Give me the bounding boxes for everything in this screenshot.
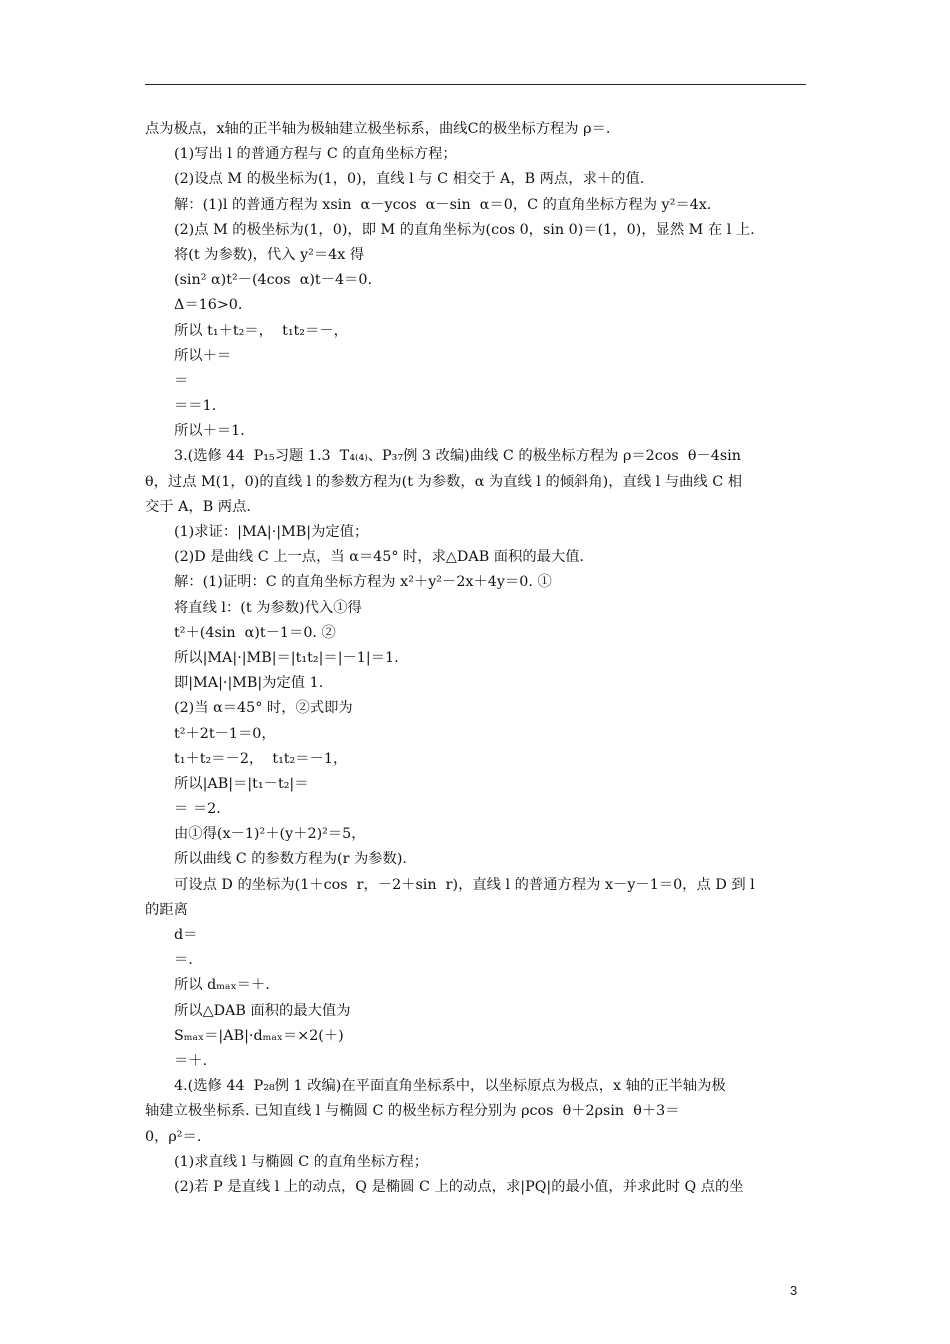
text-line: t₁＋t₂＝－2， t₁t₂＝－1， [174,750,348,767]
text-line: t²＋2t－1＝0， [174,725,276,742]
text-line: (2)设点 M 的极坐标为(1，0)，直线 l 与 C 相交于 A，B 两点，求＋的值. [174,171,645,188]
text-line: 所以＋＝1. [174,423,245,440]
text-line: 由①得(x－1)²＋(y＋2)²＝5， [174,826,366,843]
text-line: (2)当 α＝45° 时，②式即为 [174,700,353,717]
text-line: Sₘₐₓ＝|AB|·dₘₐₓ＝×2(＋) [174,1027,344,1044]
text-line: 的距离 [145,901,188,918]
text-line: 所以 t₁＋t₂＝， t₁t₂＝－， [174,322,348,339]
text-line: 点为极点，x轴的正半轴为极轴建立极坐标系，曲线C的极坐标方程为 ρ＝. [145,121,611,137]
text-line: ＝＋. [174,1052,208,1069]
text-line: 将直线 l：(t 为参数)代入①得 [174,599,362,616]
text-line: θ，过点 M(1，0)的直线 l 的参数方程为(t 为参数，α 为直线 l 的倾斜角)，直线 l 与曲线 C 相 [145,473,742,490]
text-line: 3.(选修 44 P₁₅习题 1.3 T₄₍₄₎、P₃₇例 3 改编)曲线 C 的极坐标方程为 ρ＝2cos θ－4sin [174,448,741,465]
document-body [145,117,807,1200]
text-line: 可设点 D 的坐标为(1＋cos r，－2＋sin r)，直线 l 的普通方程为 x－y－1＝0，点 D 到 l [174,876,755,893]
text-line: (sin² α)t²－(4cos α)t－4＝0. [174,272,372,289]
text-line: ＝＝1. [174,398,217,415]
text-line: 解：(1)证明：C 的直角坐标方程为 x²＋y²－2x＋4y＝0. ① [174,574,552,591]
text-line: 所以△DAB 面积的最大值为 [174,1002,351,1019]
text-line: 所以 dₘₐₓ＝＋. [174,977,270,994]
text-line: 4.(选修 44 P₂₈例 1 改编)在平面直角坐标系中，以坐标原点为极点，x 轴的正半轴为极 [174,1078,726,1095]
text-line: 将(t 为参数)，代入 y²＝4x 得 [174,246,365,263]
page-number: 3 [790,1283,798,1298]
text-line: 所以＋＝ [174,347,232,364]
text-line: ＝ ＝2. [174,801,221,818]
text-line: 解：(1)l 的普通方程为 xsin α－ycos α－sin α＝0，C 的直角坐标方程为 y²＝4x. [174,196,712,213]
header-rule [145,84,806,85]
text-line: (1)求证：|MA|·|MB|为定值； [174,524,369,540]
text-line: 交于 A，B 两点. [145,498,251,515]
text-line: d＝ [174,927,198,943]
text-line: t²＋(4sin α)t－1＝0. ② [174,624,336,641]
text-line: (2)点 M 的极坐标为(1，0)，即 M 的直角坐标为(cos 0，sin 0)＝(1，0)，显然 M 在 l 上. [174,221,755,238]
text-line: Δ＝16>0. [174,297,243,314]
text-line: 所以曲线 C 的参数方程为(r 为参数). [174,851,407,868]
text-line: 即|MA|·|MB|为定值 1. [174,675,324,692]
text-line: ＝. [174,952,193,969]
text-line: 轴建立极坐标系. 已知直线 l 与椭圆 C 的极坐标方程分别为 ρcos θ＋2ρsin θ＋3＝ [145,1103,680,1120]
text-line: (1)求直线 l 与椭圆 C 的直角坐标方程； [174,1153,429,1170]
text-line: 所以|AB|＝|t₁－t₂|＝ [174,775,309,792]
text-line: 0，ρ²＝. [145,1128,202,1145]
text-line: (2)若 P 是直线 l 上的动点，Q 是椭圆 C 上的动点，求|PQ|的最小值，并求此时 Q 点的坐 [174,1178,744,1195]
text-line: (2)D 是曲线 C 上一点，当 α＝45° 时，求△DAB 面积的最大值. [174,549,585,566]
text-line: 所以|MA|·|MB|＝|t₁t₂|＝|－1|＝1. [174,649,399,666]
text-line: (1)写出 l 的普通方程与 C 的直角坐标方程； [174,146,457,163]
text-line: ＝ [174,372,189,389]
